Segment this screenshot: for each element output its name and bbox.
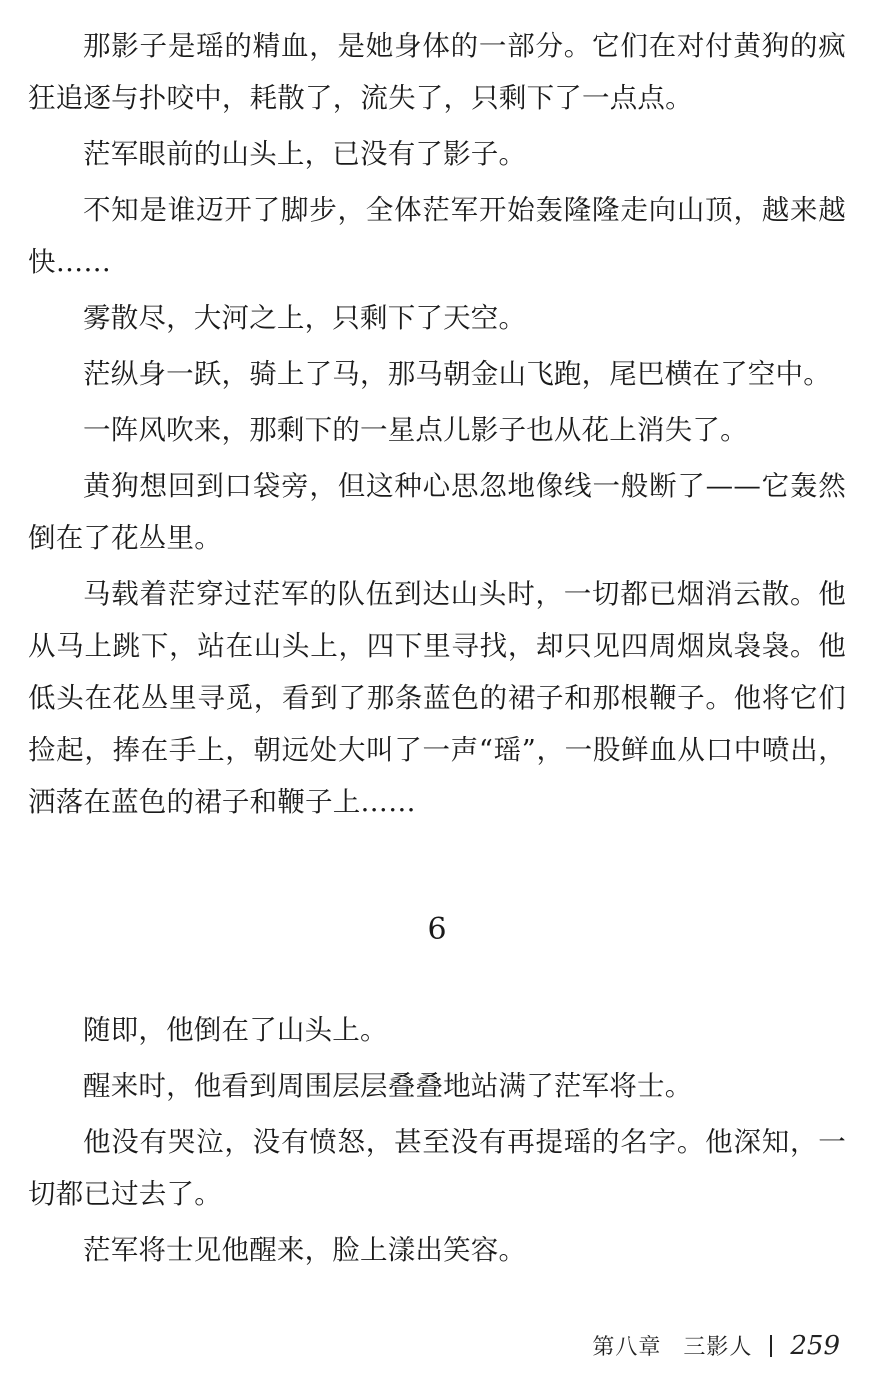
footer-chapter: 第八章 bbox=[592, 1335, 662, 1360]
section-spacer bbox=[28, 832, 846, 904]
paragraph: 马载着茫穿过茫军的队伍到达山头时，一切都已烟消云散。他从马上跳下，站在山头上，四下里寻找，却只见四周烟岚袅袅。他低头在花丛里寻觅，看到了那条蓝色的裙子和那根鞭子。他将它们捡起，捧在手上，朝远处大叫了一声“瑶”，一股鲜血从口中喷出，洒落在蓝色的裙子和鞭子上…… bbox=[28, 578, 846, 818]
paragraph: 那影子是瑶的精血，是她身体的一部分。它们在对付黄狗的疯狂追逐与扑咬中，耗散了，流失了，只剩下了一点点。 bbox=[28, 30, 846, 114]
page-footer bbox=[592, 1330, 840, 1361]
paragraph: 茫军眼前的山头上，已没有了影子。 bbox=[83, 138, 527, 170]
section-number: 6 bbox=[427, 912, 447, 947]
footer-divider bbox=[770, 1335, 772, 1357]
footer-chapter-title: 三影人 bbox=[683, 1335, 753, 1360]
paragraph: 黄狗想回到口袋旁，但这种心思忽地像线一般断了——它轰然倒在了花丛里。 bbox=[28, 470, 846, 554]
paragraph: 不知是谁迈开了脚步，全体茫军开始轰隆隆走向山顶，越来越快…… bbox=[28, 194, 846, 278]
page-body bbox=[28, 20, 846, 1280]
section-spacer bbox=[28, 956, 846, 1004]
paragraph: 一阵风吹来，那剩下的一星点儿影子也从花上消失了。 bbox=[83, 414, 748, 446]
paragraph: 他没有哭泣，没有愤怒，甚至没有再提瑶的名字。他深知，一切都已过去了。 bbox=[28, 1126, 846, 1210]
paragraph: 茫军将士见他醒来，脸上漾出笑容。 bbox=[83, 1234, 527, 1266]
paragraph: 随即，他倒在了山头上。 bbox=[83, 1014, 388, 1046]
paragraph: 茫纵身一跃，骑上了马，那马朝金山飞跑，尾巴横在了空中。 bbox=[83, 358, 831, 390]
paragraph: 雾散尽，大河之上，只剩下了天空。 bbox=[83, 302, 527, 334]
paragraph: 醒来时，他看到周围层层叠叠地站满了茫军将士。 bbox=[83, 1070, 693, 1102]
page-number: 259 bbox=[790, 1330, 840, 1361]
